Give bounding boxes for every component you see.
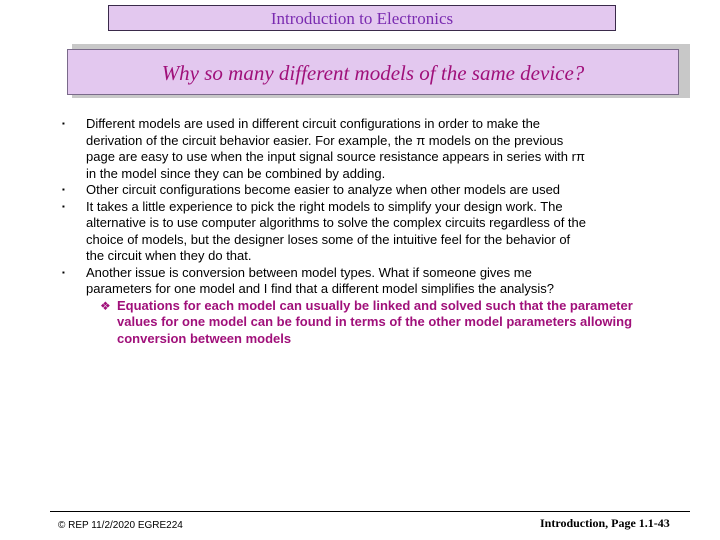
- square-bullet-icon: ▪: [62, 185, 65, 194]
- sub-bullet-line: conversion between models: [117, 330, 292, 346]
- bullet-line: derivation of the circuit behavior easier. For example, the π models on the previous: [86, 132, 564, 148]
- slide-title-box: [67, 49, 679, 95]
- diamond-bullet-icon: ❖: [100, 298, 111, 313]
- bullet-line: Another issue is conversion between model types. What if someone gives me: [86, 264, 532, 280]
- bullet-line: the circuit when they do that.: [86, 248, 252, 263]
- bullet-line: alternative is to use computer algorithms to solve the complex circuits regardless of the: [86, 215, 587, 230]
- bullet-list: [62, 116, 680, 347]
- bullet-line: choice of models, but the designer loses some of the intuitive feel for the behavior of: [86, 231, 571, 247]
- footer-divider: [50, 511, 690, 512]
- bullet-item: [62, 182, 680, 199]
- bullet-line: page are easy to use when the input signal source resistance appears in series with rπ: [86, 149, 585, 164]
- sub-bullet-item: [62, 298, 680, 348]
- header-banner: [108, 5, 616, 31]
- sub-bullet-line: values for one model can be found in terms of the other model parameters allowing: [117, 314, 633, 329]
- footer-copyright: © REP 11/2/2020 EGRE224: [58, 520, 183, 531]
- bullet-line: Other circuit configurations become easier to analyze when other models are used: [86, 182, 561, 197]
- square-bullet-icon: ▪: [62, 119, 65, 128]
- bullet-item: [62, 199, 680, 265]
- bullet-line: parameters for one model and I find that a different model simplifies the analysis?: [86, 281, 555, 296]
- sub-bullet-line: Equations for each model can usually be linked and solved such that the parameter: [117, 297, 633, 313]
- header-banner-title: Introduction to Electronics: [270, 9, 454, 28]
- bullet-line: in the model since they can be combined by adding.: [86, 165, 386, 181]
- bullet-item: [62, 265, 680, 298]
- square-bullet-icon: ▪: [62, 201, 65, 211]
- bullet-item: [62, 116, 680, 182]
- bullet-line: Different models are used in different circuit configurations in order to make the: [86, 116, 541, 131]
- slide-title: Why so many different models of the same device?: [161, 61, 585, 85]
- bullet-line: It takes a little experience to pick the right models to simplify your design work. The: [86, 198, 563, 214]
- footer-page-number: Introduction, Page 1.1-43: [540, 516, 670, 530]
- square-bullet-icon: ▪: [62, 267, 65, 277]
